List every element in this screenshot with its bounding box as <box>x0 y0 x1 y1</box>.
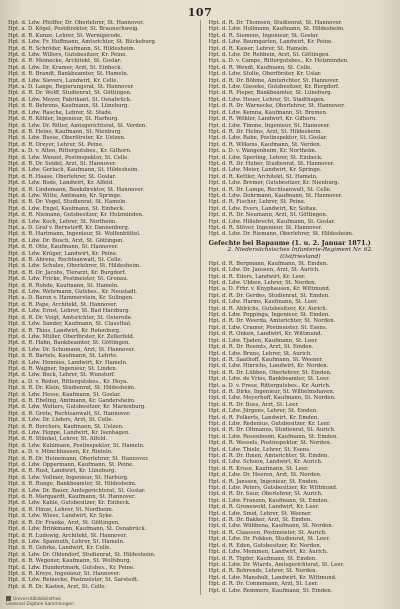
register-entry: Hpt. a. D. v. Frese, Rittergutsbes., Kr. Aurich. <box>208 382 331 389</box>
text-columns <box>8 20 392 595</box>
register-entry: Hpt. d. R. Wendt, Kaufmann, St. Celle. <box>208 64 312 71</box>
register-entry: Hpt. d. R. Niemann, Gutsbesitzer, Kr. Holzminden. <box>8 212 144 219</box>
register-entry: Hpt. d. Ldw. Oppermann, Kaufmann, St. Peine. <box>8 462 134 469</box>
register-entry: Hpt. d. Ldw. Wolters, Gutsbesitzer, Kr. Marienburg. <box>8 404 147 411</box>
register-entry: Hpt. d. Ldw. Mansholt, Landwirt, Kr. Wittmund. <box>208 574 337 581</box>
register-entry: Hpt. d. Ldw. Vollmer, Ingenieur, St. Harburg. <box>8 474 129 481</box>
register-entry: Hpt. d. Ldw. Meyerhoff, Kaufmann, St. Norden. <box>208 395 336 402</box>
register-entry: Hpt. d. R. Töpfer, Kaufmann, St. Emden. <box>208 555 317 562</box>
library-logo-icon <box>6 596 11 601</box>
register-entry: Hpt. d. Ldw. Fr. Hoffmann, Amtsrichter, St. Bückeburg. <box>8 39 157 46</box>
register-entry: Hpt. d. Ldw. Busse, Oberförster, Kr. Uelzen. <box>8 135 126 142</box>
register-entry: Hpt. d. R. Dr. Lampe, Rechtsanwalt, St. Celle. <box>208 186 332 193</box>
register-entry: Hpt. d. R. Behrens, Kaufmann, St. Lüneburg. <box>8 103 130 110</box>
register-entry: Hpt. d. Ldw. Dr. Lüders, Arzt, St. Celle. <box>8 417 114 424</box>
register-entry: Hpt. d. R. Gehrke, Landwirt, Kr. Celle. <box>8 545 112 552</box>
register-entry: Hpt. d. Ldw. Meier, Landwirt, Kr. Springe. <box>208 167 322 174</box>
register-entry: Hpt. d. R. Bergmann, Kaufmann, St. Emden. <box>208 260 328 267</box>
register-entry: Hpt. d. Ldw. Ubben, Lehrer, St. Norden. <box>208 280 317 287</box>
register-entry: Hpt. d. Ldw. Dr. Heeren, Arzt, St. Norden. <box>208 472 322 479</box>
register-entry: Hpt. d. Ldw. Müller, Oberförster, Kr. Zellerfeld. <box>8 333 135 340</box>
register-entry: Hpt. d. Ldw. Hillebrecht, Kaufmann, St. Goslar. <box>208 218 336 225</box>
register-entry: Hpt. d. R. Dr. Seidel, Arzt, St. Hannover. <box>8 160 117 167</box>
register-entry: Hpt. d. Ldw. Wübbena, Kaufmann, St. Norden. <box>208 523 334 530</box>
register-entry: Hpt. d. Ldw. Meyer, Fabrikant, St. Osnabrück. <box>8 96 132 103</box>
page-number: 107 <box>187 6 213 19</box>
register-entry: Hpt. d. Ldw. Remmers, Kaufmann, St. Emden. <box>208 587 333 594</box>
register-entry: Hpt. d. R. Dr. Reemts, Arzt, St. Emden. <box>208 344 314 351</box>
register-entry: Hpt. d. R. Runge, Bankbeamter, St. Hildesheim. <box>8 481 137 488</box>
register-entry: Hpt. d. Ldw. Memmen, Landwirt, Kr. Aurich. <box>208 549 328 556</box>
register-entry: Hpt. d. R. Kunze, Lehrer, St. Wernigerode. <box>8 32 122 39</box>
register-entry: Hpt. d. Ldw. Dr. Busch, Arzt, St. Göttingen. <box>8 237 124 244</box>
register-entry: Hpt. d. R. Hartmann, Ingenieur, St. Wolfenbüttel. <box>8 231 141 238</box>
register-entry: Hpt. d. Ldw. Sperling, Lehrer, St. Einbeck. <box>208 154 323 161</box>
register-entry: Hpt. d. Ldw. Heuer, Lehrer, St. Stadthagen. <box>208 96 326 103</box>
register-entry: Hpt. d. Ldw. Tjaden, Kaufmann, St. Leer. <box>208 337 318 344</box>
register-entry: Hpt. d. R. Grote, Rechtsanwalt, St. Hannover. <box>8 410 131 417</box>
register-entry: Hpt. d. R. Wegener, Kaufmann, St. Wolfsburg. <box>8 558 132 565</box>
register-entry: Hpt. d. Ldw. Dr. Janssen, Arzt, St. Aurich. <box>208 267 320 274</box>
register-entry: Hpt. d. Ldw. Schoon, Landwirt, Kr. Aurich. <box>208 459 323 466</box>
register-entry: Hpt. d. R. Ahrens, Rechtsanwalt, St. Celle. <box>8 257 123 264</box>
register-entry: Hpt. d. Ldw. Brinkmann, Kaufmann, St. Osnabrück. <box>8 526 147 533</box>
register-entry: Hpt. d. Ldw. Dohrmann, Kaufmann, St. Hannover. <box>208 192 343 199</box>
register-entry: Hpt. d. R. Kettler, Architekt, St. Hameln. <box>208 173 318 180</box>
register-entry: Hpt. d. R. Otte, Kaufmann, St. Hannover. <box>8 244 119 251</box>
register-entry: Hpt. d. Ldw. Poppinga, Ingenieur, St. Emden. <box>208 312 330 319</box>
register-entry: Hpt. a. D. v. Campe, Rittergutsbes., Kr. Holzminden. <box>208 58 349 65</box>
register-entry: Hpt. a. D. Baron v. Hammerstein, Kr. Sulingen. <box>8 295 134 302</box>
register-entry: Hpt. d. R. Rust, Landwirt, Kr. Lüneburg. <box>8 468 117 475</box>
register-entry: Hpt. d. Ldw. Hinrichs, Landwirt, Kr. Norden. <box>208 363 329 370</box>
register-entry: Hpt. d. Ldw. Gerlach, Kaufmann, St. Hildesheim. <box>8 167 140 174</box>
register-entry: Hpt. a. D. Graf v. Bernstorff, Kr. Dannenberg. <box>8 225 130 231</box>
register-entry: Hpt. d. R. Dr. Connemann, Arzt, St. Leer. <box>208 581 319 588</box>
section-heading: Gefechte bei Bapaume (1. u. 2. Januar 1871.) <box>208 238 371 247</box>
register-entry: Hpt. d. R. Kreye, Ingenieur, St. Hannover. <box>8 570 121 577</box>
register-entry: Hpt. d. R. Kruse, Kaufmann, St. Leer. <box>208 465 309 472</box>
register-entry: Hpt. d. R. Lindemann, Bankdirektor, St. Hannover. <box>8 186 145 193</box>
register-entry: Hpt. d. Ldw. Bock, Lehrer, St. Wunstorf. <box>8 372 116 379</box>
register-entry: Hpt. d. Ldw. de Vries, Bankbeamter, St. Leer. <box>208 376 330 383</box>
register-entry: Hpt. d. Ldw. Evers, Landwirt, Kr. Soltau. <box>208 205 318 212</box>
register-entry: Hpt. d. Ldw. Krüger, Landwirt, Kr. Peine. <box>8 250 118 257</box>
register-entry: Hpt. d. Ldw. Bode, Landwirt, Kr. Alfeld. <box>8 180 114 187</box>
register-entry: Hpt. d. Ldw. Kuhlmann, Postinspektor, St. Hameln. <box>8 442 145 449</box>
register-entry: Hpt. d. R. Dr. Gerdes, Studienrat, St. Emden. <box>208 292 330 299</box>
register-entry: Hpt. d. R. Ludewig, Architekt, St. Hannover. <box>8 532 128 539</box>
register-entry: Hpt. d. Ldw. Dr. Fokken, Studienrat, St. Leer. <box>208 536 330 543</box>
register-entry: Hpt. d. R. Ebeling, Amtmann, Kr. Gandersheim. <box>8 397 136 404</box>
register-entry: Hpt. d. Ldw. Sander, Kaufmann, St. Clausthal. <box>8 321 132 328</box>
register-entry: Hpt. d. R. Stöver, Ingenieur, St. Hannover. <box>208 225 323 231</box>
register-entry: Hpt. d. R. Bartels, Kaufmann, St. Lehrte. <box>8 353 118 360</box>
register-entry: Hpt. d. R. Schröder, Kaufmann, St. Hildesheim. <box>8 45 136 52</box>
register-entry: Hpt. d. R. Dr. Jacobs, Tierarzt, Kr. Burgdorf. <box>8 269 127 276</box>
register-entry: Hpt. d. R. Dr. Voigt, Amtsrichter, St. Osterode. <box>8 314 133 321</box>
register-entry: Hpt. d. Ldw. Fricke, Postmeister, St. Gronau. <box>8 276 129 283</box>
register-entry: Hpt. d. R. Dr. Kasten, Arzt, St. Celle. <box>8 583 107 590</box>
section-subheading-region: (Ostfriesland) <box>279 253 321 260</box>
register-entry: Hpt. d. R. Dr. Klein, Studienrat, St. Hildesheim. <box>8 385 136 392</box>
register-entry: Hpt. a. D. v. Münchhausen, Kr. Rinteln. <box>8 449 113 456</box>
register-entry: Hpt. d. R. Behrends, Lehrer, St. Norden. <box>208 568 318 575</box>
register-entry: Hpt. d. R. Dr. Neumann, Arzt, St. Göttingen. <box>208 212 328 219</box>
register-entry: Hpt. d. Ldw. Rabe, Postinspektor, St. Goslar. <box>208 135 328 142</box>
register-entry: Hpt. d. Ldw. Wehrmann, Gutsbes., Kr. Neustadt. <box>8 289 138 296</box>
section-subheading: 2. Niedersächsisches Infanterie-Regiment Nr. 62. <box>227 246 374 253</box>
register-entry: Hpt. d. R. Meinecke, Architekt, St. Goslar. <box>8 58 122 65</box>
register-entry: Hpt. d. R. Dr. Ihnen, Amtsrichter, St. Emden. <box>208 453 330 459</box>
register-entry: Hpt. d. Ldw. Dr. Ohlendorf, Studienrat, St. Hildesheim. <box>8 551 156 558</box>
register-entry: Hpt. d. R. Dr. Thomsen, Studienrat, St. Hannover. <box>208 20 343 26</box>
register-entry: Hpt. d. Ldw. Ernst, Lehrer, St. Bad Harzburg. <box>8 308 131 315</box>
register-entry: Hpt. d. Ldw. Dr. Wiards, Amtsgerichtsrat, St. Leer. <box>208 561 345 568</box>
register-entry: Hpt. d. R. Dr. Lübben, Oberlehrer, St. Emden. <box>208 369 332 376</box>
register-entry: Hpt. d. Ldw. Sievers, Landwirt, Kr. Celle. <box>8 77 119 84</box>
register-entry: Hpt. d. R. Dr. Buss, Arzt, St. Leer. <box>208 401 299 408</box>
register-entry: Hpt. d. Ldw. Kemna, Kaufmann, St. Bremen. <box>208 109 328 116</box>
register-entry: Hpt. d. Ldw. Rosenboom, Kaufmann, St. Emden. <box>208 433 339 440</box>
register-entry: Hpt. d. Ldw. Dr. Schumann, Arzt, St. Hannover. <box>8 346 136 353</box>
register-entry: Hpt. d. Ldw. Dr. Bauer, Amtsgerichtsrat, St. Goslar. <box>8 487 146 494</box>
register-entry: Hpt. d. Ldw. Gieseke, Gutsbesitzer, Kr. Burgdorf. <box>208 84 340 91</box>
register-entry: Hpt. d. R. Claassen, Postmeister, St. Aurich. <box>208 529 327 536</box>
register-entry: Hpt. d. R. Onken, Landwirt, Kr. Wittmund. <box>208 331 323 338</box>
register-entry: Hpt. d. Ldw. Willers, Gutsbesitzer, Kr. Peine. <box>8 52 128 59</box>
register-entry: Hpt. d. Ldw. Stolte, Oberförster, Kr. Uslar. <box>208 71 322 78</box>
register-entry: Hpt. d. Ldw. Wenzel, Postinspektor, St. Celle. <box>8 154 130 161</box>
register-entry: Hpt. d. R. Fischer, Lehrer, St. Peine. <box>208 199 306 206</box>
register-entry: Hpt. a. D. v. Wangenheim, Kr. Northeim. <box>208 148 317 155</box>
register-entry: Hpt. d. R. Rohde, Kaufmann, St. Hameln. <box>8 282 119 289</box>
register-entry: Hpt. d. R. Dr. Oltmanns, Studienrat, St. Aurich. <box>208 427 336 434</box>
register-entry: Hpt. d. Ldw. Wiese, Landwirt, Kr. Syke. <box>8 513 114 520</box>
register-entry: Hpt. a. D. Lange, Regierungsrat, St. Hannover. <box>8 84 135 91</box>
register-entry: Hpt. d. Ldw. Peters, Gutsbesitzer, Kr. Wittmund. <box>208 485 338 492</box>
register-entry: Hpt. d. R. Marquardt, Kaufmann, St. Hannover. <box>8 494 136 501</box>
register-entry: Hpt. d. Ldw. Dr. Ritter, Amtsgerichtsrat, St. Verden. <box>8 122 148 129</box>
register-entry: Hpt. d. Ldw. Jürgens, Lehrer, St. Emden. <box>208 408 318 415</box>
register-entry: Hpt. d. R. Pape, Architekt, St. Hannover. <box>8 301 118 308</box>
register-entry: Hpt. d. R. Thies, Landwirt, Kr. Rotenburg. <box>8 327 121 334</box>
register-entry: Hpt. d. Ldw. Kahle, Gutsbesitzer, Kr. Einbeck. <box>8 500 131 507</box>
register-entry: Hpt. d. Ldw. Reinecke, Postmeister, St. Sarstedt. <box>8 577 139 584</box>
right-column-bottom-entries <box>209 261 393 594</box>
register-entry: Hpt. d. R. Dr. Franke, Arzt, St. Göttingen. <box>8 519 120 526</box>
register-entry: Hpt. d. Ldw. Harms, Kaufmann, St. Leer. <box>208 299 318 306</box>
register-entry: Hpt. d. R. Wöhler, Landwirt, Kr. Gifhorn. <box>208 116 318 123</box>
register-entry: Hpt. d. R. Dirks, Ingenieur, St. Wilhelmshaven. <box>208 388 335 395</box>
register-entry: Hpt. d. Ldw. Thiele, Lehrer, St. Esens. <box>208 446 311 453</box>
register-entry: Hpt. d. Ldw. Hesse, Kaufmann, St. Goslar. <box>8 391 121 398</box>
register-entry: Hpt. d. R. Eilers, Landwirt, Kr. Leer. <box>208 273 306 280</box>
register-entry: Hpt. d. R. Dr. Wolff, Studienrat, St. Göttingen. <box>8 90 132 97</box>
register-entry: Hpt. d. R. Haase, Oberlehrer, St. Goslar. <box>8 173 117 180</box>
register-entry: Hpt. d. Ldw. Hoppe, Landwirt, Kr. Isenhagen. <box>8 430 131 436</box>
register-entry: Hpt. d. R. Pieper, Bankbeamter, St. Lüneburg. <box>208 90 333 97</box>
register-entry: Hpt. a. D. Frhr. v. Knyphausen, Kr. Wittmund. <box>208 286 331 293</box>
column-divider <box>200 20 201 595</box>
register-entry: Hpt. d. R. Hinze, Lehrer, St. Nordheim. <box>8 506 114 513</box>
register-entry: Hpt. d. Ldw. Timme, Ingenieur, St. Hannover. <box>208 122 331 129</box>
register-entry: Hpt. a. D. v. Alten, Rittergutsbes., Kr. Gifhorn. <box>8 148 132 155</box>
register-entry: Hpt. d. Ldw. Hundertmark, Gutsbes., Kr. Peine. <box>8 564 135 571</box>
register-entry: Hpt. d. R. Dr. Huber, Studienrat, St. Hannover. <box>208 160 335 167</box>
register-entry: Hpt. d. R. Janssen, Ingenieur, St. Emden. <box>208 478 319 485</box>
register-entry: Hpt. d. Ldw. Cramer, Postmeister, St. Esens. <box>208 324 328 331</box>
register-entry: Hpt. d. R. Stünkel, Lehrer, St. Alfeld. <box>8 436 108 443</box>
register-entry: Hpt. d. R. Brandt, Bankbeamter, St. Hameln. <box>8 71 129 78</box>
register-entry: Hpt. d. Ldw. Dr. Rehbein, Arzt, St. Göttingen. <box>208 52 331 59</box>
register-entry: Hpt. d. Ldw. Baumgarten, Landwirt, Kr. Peine. <box>208 39 333 46</box>
register-entry: Hpt. d. R. Dreyer, Lehrer, St. Peine. <box>8 141 104 148</box>
footer-line-2: Lesesaal Digitale Sammlungen <box>6 602 74 607</box>
register-entry: Hpt. d. R. Dr. Helms, Arzt, St. Hildesheim. <box>208 128 323 135</box>
register-entry: Hpt. d. R. Dr. Weerda, Amtsrichter, St. Norden. <box>208 318 336 325</box>
right-column-top-entries <box>209 20 393 238</box>
register-entry: Hpt. d. Ldw. Bruns, Lehrer, St. Aurich. <box>208 350 312 357</box>
register-entry: Hpt. d. R. Siemens, Ingenieur, St. Goslar. <box>208 32 319 39</box>
right-column <box>209 20 393 595</box>
register-entry: Hpt. d. Ldw. Hennies, Landwirt, Kr. Hameln. <box>8 359 128 366</box>
register-entry: Hpt. d. Ldw. Franzen, Kaufmann, St. Emden. <box>208 497 329 504</box>
register-entry: Hpt. d. Ldw. Spannuth, Lehrer, St. Hameln. <box>8 538 125 545</box>
register-entry: Hpt. d. R. Wagner, Ingenieur, St. Linden. <box>8 365 118 372</box>
register-entry: Hpt. d. R. Folkerts, Landwirt, Kr. Emden. <box>208 414 319 421</box>
register-entry: Hpt. d. Ldw. Witte, Amtmann, Kr. Springe. <box>8 192 122 199</box>
register-entry: Hpt. d. R. Dr. Warnecke, Oberlehrer, St. Hannover. <box>208 103 345 110</box>
register-entry: Hpt. d. R. Gronewold, Landwirt, Kr. Leer. <box>208 504 320 511</box>
register-entry: Hpt. d. R. Saathoff, Kaufmann, St. Weener. <box>208 356 324 363</box>
register-entry: Hpt. d. R. Ahlrichs, Gutsbesitzer, Kr. Aurich. <box>208 305 328 312</box>
register-entry: Hpt. d. R. Kaiser, Lehrer, St. Hameln. <box>208 45 309 52</box>
register-entry: Hpt. d. R. Dr. Böhme, Amtsrichter, St. Hannover. <box>208 77 340 84</box>
register-entry: Hpt. d. Ldw. Schulze, Oberlehrer, St. Hildesheim. <box>8 263 141 270</box>
register-entry: Hpt. d. R. Dr. Heinemann, Oberlehrer, St. Hannover. <box>8 455 149 462</box>
register-entry: Hpt. d. R. Eden, Gutsbesitzer, Kr. Norden. <box>208 542 322 549</box>
register-entry: Hpt. d. R. Dr. Bakker, Arzt, St. Emden. <box>208 517 312 524</box>
register-entry: Hpt. d. Ldw. Engel, Kaufmann, St. Einbeck. <box>8 205 125 212</box>
library-footer <box>6 596 74 607</box>
register-entry: Hpt. d. Ldw. Pfeiffer, Dr. Oberlehrer, St. Hannover. <box>8 20 144 26</box>
register-entry: Hpt. d. R. Dr. Suur, Oberlehrer, St. Aurich. <box>208 491 323 498</box>
register-entry: Hpt. a. D. v. Reden, Rittergutsbes., Kr. Hoya. <box>8 378 129 385</box>
footer-line-1: Universitätsbibliothek <box>13 597 61 602</box>
register-entry: Hpt. d. R. Heine, Kaufmann, St. Nienburg. <box>8 128 123 135</box>
register-entry: Hpt. d. Ldw. Hollmann, Kaufmann, St. Hildesheim. <box>208 26 345 33</box>
register-entry: Hpt. d. Ldw. Rasche, Lehrer, St. Stade. <box>8 109 113 116</box>
register-entry: Hpt. a. D. Kögel, Postdirektor, St. Braunschweig. <box>8 26 140 33</box>
register-entry: Hpt. d. Ldw. Redenius, Gutsbesitzer, Kr. Leer. <box>208 420 331 427</box>
register-entry: Hpt. d. Ldw. Koch, Lehrer, St. Northeim. <box>8 218 117 225</box>
register-entry: Hpt. d. Ldw. Dr. Kramer, Arzt, St. Einbeck. <box>8 64 123 71</box>
register-entry: Hpt. d. R. Wessels, Postinspektor, St. Norden. <box>208 440 332 447</box>
register-entry: Hpt. d. Ldw. Bremer, Gutsbesitzer, Kr. Nienburg. <box>208 180 340 187</box>
left-column <box>8 20 192 595</box>
register-entry: Hpt. d. R. Borchers, Kaufmann, St. Uelzen. <box>8 423 124 430</box>
register-entry: Hpt. d. R. Dr. Vogel, Studienrat, St. Hameln. <box>8 199 128 206</box>
register-entry: Hpt. d. Ldw. Dr. Riemann, Oberlehrer, St. Hildesheim. <box>208 231 354 238</box>
register-entry: Hpt. d. Ldw. Smid, Lehrer, St. Weener. <box>208 510 312 517</box>
register-entry: Hpt. d. R. Wilkens, Kaufmann, St. Verden. <box>208 141 322 148</box>
register-entry: Hpt. d. R. Hahn, Bankbeamter, St. Göttingen. <box>8 340 131 347</box>
register-entry: Hpt. d. R. Köhler, Ingenieur, St. Harburg. <box>8 116 120 123</box>
